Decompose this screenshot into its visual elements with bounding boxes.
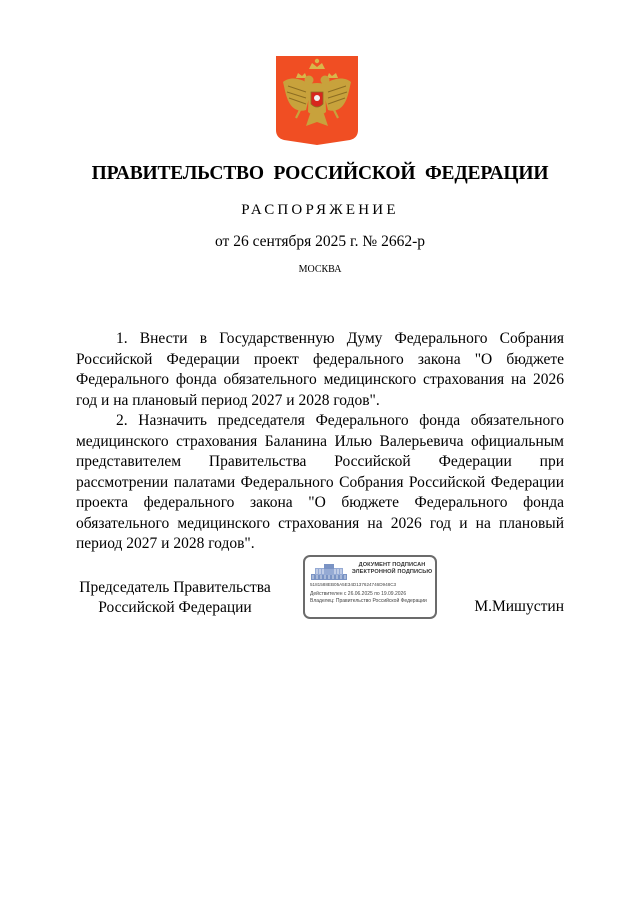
- signer-position-line1: Председатель Правительства: [79, 579, 271, 596]
- signer-position-line2: Российской Федерации: [98, 599, 252, 616]
- signer-name: М.Мишустин: [474, 598, 564, 615]
- signer-position: [60, 578, 290, 618]
- government-title: ПРАВИТЕЛЬСТВО РОССИЙСКОЙ ФЕДЕРАЦИИ: [91, 163, 549, 184]
- russian-coat-of-arms-icon: [276, 56, 358, 145]
- paragraph-2: 2. Назначить председателя Федерального фонда обязательного медицинского страхования Баланина Илью Валерьевича официальным представителем Правительства Российской Федерации при рассмотрении палатами Федерального Собрания Российской Федерации проекта федерального закона "О бюджете Федерального фонда обязательного медицинского страхования на 2026 год и на плановый период 2027 и 2028 годов".: [76, 412, 564, 552]
- stamp-validity: Действителен с 26.06.2025 по 19.09.2026: [310, 591, 407, 597]
- stamp-title-line1: ДОКУМЕНТ ПОДПИСАН: [358, 562, 426, 568]
- electronic-signature-stamp: [303, 555, 437, 619]
- stamp-title: [349, 562, 435, 576]
- stamp-certificate: 5181588EB05A5E34D137624746D948C3: [310, 582, 397, 587]
- document-body: [76, 329, 564, 555]
- document-date-number: от 26 сентября 2025 г. № 2662-р: [215, 233, 425, 250]
- stamp-owner: Владелец: Правительство Российской Федерации: [310, 598, 427, 604]
- stamp-title-line2: ЭЛЕКТРОННОЙ ПОДПИСЬЮ: [351, 569, 433, 575]
- document-city: МОСКВА: [298, 264, 342, 275]
- coat-of-arms-emblem: [276, 56, 358, 145]
- document-type: РАСПОРЯЖЕНИЕ: [241, 202, 399, 218]
- paragraph-1: 1. Внести в Государственную Думу Федерального Собрания Российской Федерации проект федерального закона "О бюджете Федерального фонда обязательного медицинского страхования на 2026 год и на плановый период 2027 и 2028 годов".: [76, 330, 564, 409]
- government-building-icon: [311, 564, 347, 580]
